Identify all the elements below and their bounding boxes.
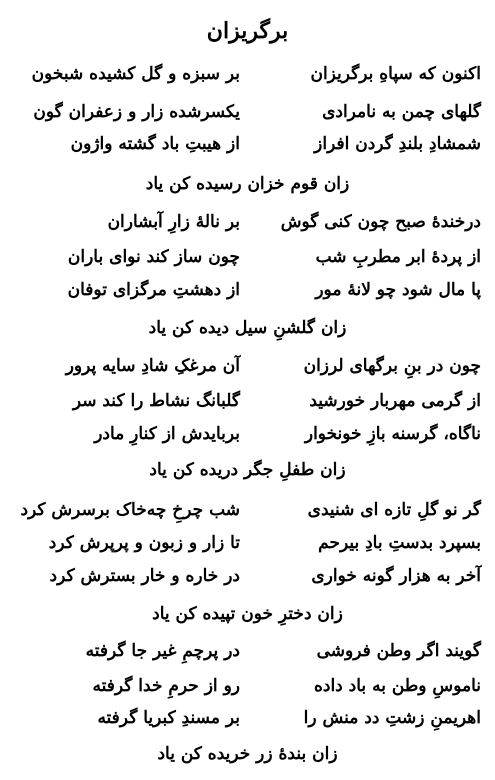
verse-line bbox=[14, 102, 481, 130]
first-hemistich: شمشادِ بلندِ گردن افراز bbox=[314, 134, 481, 154]
refrain-line: زان دخترِ خون تپیده کن یاد bbox=[152, 604, 343, 624]
second-hemistich: بر نالهٔ زارِ آبشاران bbox=[107, 212, 240, 232]
verse-line bbox=[14, 566, 481, 594]
verse-line bbox=[14, 356, 481, 384]
verse-line bbox=[14, 280, 481, 308]
verse-line bbox=[14, 64, 481, 92]
second-hemistich: یکسرشده زار و زعفران گون bbox=[33, 102, 240, 122]
first-hemistich: اهریمنِ زشتِ دد منش را bbox=[303, 708, 481, 728]
refrain-line: زان طفلِ جگر دریده کن یاد bbox=[149, 460, 346, 480]
first-hemistich: از گرمی مهربار خورشید bbox=[309, 391, 481, 411]
first-hemistich: درخندهٔ صبح چون کنی گوش bbox=[280, 212, 481, 232]
first-hemistich: پا مال شود چو لانهٔ مور bbox=[315, 280, 481, 300]
first-hemistich: گلهای چمن به نامرادی bbox=[322, 102, 481, 122]
first-hemistich: چون در بنِ برگهای لرزان bbox=[303, 356, 481, 376]
first-hemistich: اکنون که سپاهِ برگریزان bbox=[310, 64, 481, 84]
refrain-line: زان بندهٔ زر خریده کن یاد bbox=[157, 744, 338, 764]
verse-line bbox=[14, 676, 481, 704]
verse-line bbox=[14, 533, 481, 561]
verse-line bbox=[14, 134, 481, 162]
refrain-line: زان گلشنِ سیل دیده کن یاد bbox=[148, 318, 347, 338]
first-hemistich: گر نو گلِ تازه ای شنیدی bbox=[307, 500, 481, 520]
second-hemistich: در پرچمِ غیر جا گرفته bbox=[85, 641, 240, 661]
second-hemistich: بربایدش از کنارِ مادر bbox=[94, 424, 240, 444]
verse-line bbox=[14, 641, 481, 669]
second-hemistich: از دهشتِ مرگزای توفان bbox=[67, 280, 240, 300]
refrain-line: زان قوم خزان رسیده کن یاد bbox=[145, 174, 350, 194]
second-hemistich: رو از حرمِ خدا گرفته bbox=[92, 676, 240, 696]
verse-line bbox=[14, 708, 481, 736]
first-hemistich: از پردهٔ ابر مطربِ شب bbox=[315, 247, 481, 267]
second-hemistich: گلبانگ نشاط را کند سر bbox=[72, 391, 240, 411]
poem-title: برگریزان bbox=[206, 18, 289, 44]
second-hemistich: چون ساز کند نوای باران bbox=[67, 247, 240, 267]
first-hemistich: ناموسِ وطن به باد داده bbox=[313, 676, 481, 696]
first-hemistich: ناگاه، گرسنه بازِ خونخوار bbox=[304, 424, 481, 444]
second-hemistich: بر سبزه و گل کشیده شبخون bbox=[31, 64, 240, 84]
first-hemistich: گویند اگر وطن فروشی bbox=[316, 641, 481, 661]
second-hemistich: آن مرغکِ شادِ سایه پرور bbox=[65, 356, 240, 376]
verse-line bbox=[14, 391, 481, 419]
first-hemistich: بسپرد بدستِ بادِ بیرحم bbox=[318, 533, 481, 553]
verse-line bbox=[14, 247, 481, 275]
second-hemistich: بر مسندِ کبریا گرفته bbox=[97, 708, 240, 728]
verse-line bbox=[14, 424, 481, 452]
second-hemistich: شب چرخِ چه‌خاک برسرش کرد bbox=[20, 500, 240, 520]
first-hemistich: آخر به هزار گونه خواری bbox=[311, 566, 481, 586]
verse-line bbox=[14, 212, 481, 240]
second-hemistich: در خاره و خار بسترش کرد bbox=[49, 566, 240, 586]
second-hemistich: از هیبتِ باد گشته واژون bbox=[70, 134, 240, 154]
verse-line bbox=[14, 500, 481, 528]
second-hemistich: تا زار و زبون و پرپرش کرد bbox=[48, 533, 240, 553]
